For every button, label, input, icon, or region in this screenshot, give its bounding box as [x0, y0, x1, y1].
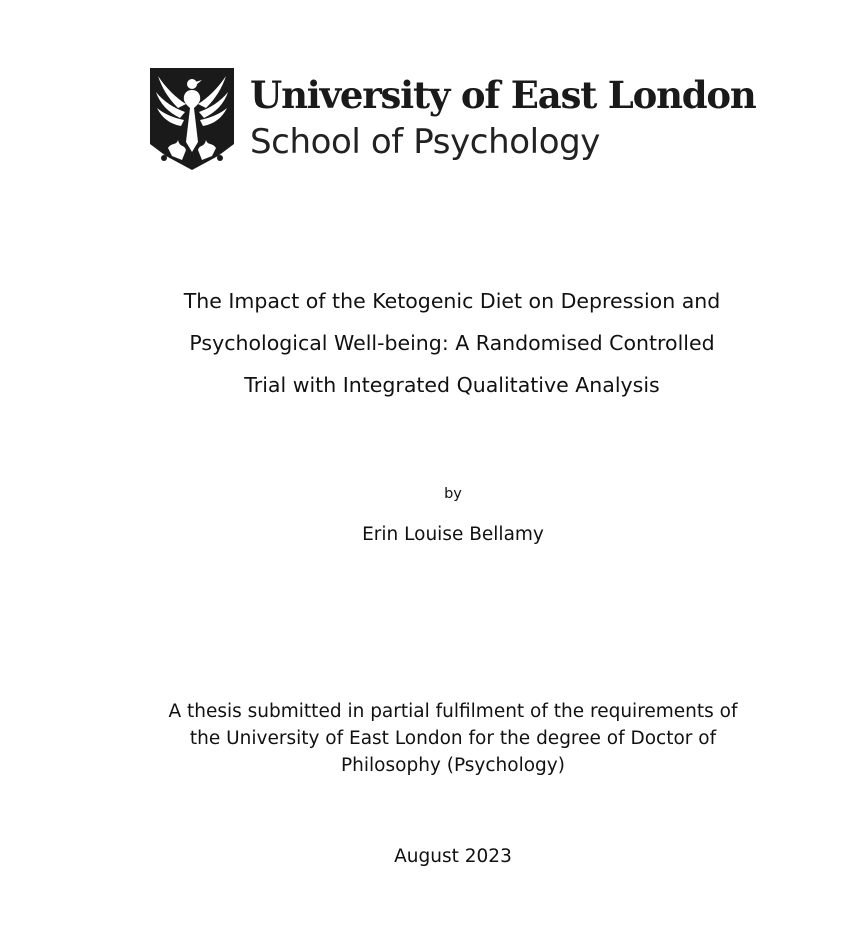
submission-date: August 2023 [394, 846, 512, 867]
title-line: Psychological Well-being: A Randomised Controlled [189, 331, 715, 355]
statement-line: the University of East London for the degree of Doctor of [189, 728, 717, 749]
statement-line: A thesis submitted in partial fulfilment of the requirements of [168, 701, 738, 722]
submission-statement [100, 698, 806, 779]
university-name: University of East London [250, 73, 756, 117]
university-logo [148, 64, 768, 174]
phoenix-crest-icon [148, 64, 236, 172]
title-line: The Impact of the Ketogenic Diet on Depression and [183, 289, 721, 313]
by-label: by [444, 486, 462, 502]
title-line: Trial with Integrated Qualitative Analysis [244, 373, 660, 397]
author-name: Erin Louise Bellamy [362, 524, 544, 545]
thesis-title [100, 280, 804, 406]
statement-line: Philosophy (Psychology) [341, 755, 565, 776]
school-name: School of Psychology [250, 122, 600, 162]
